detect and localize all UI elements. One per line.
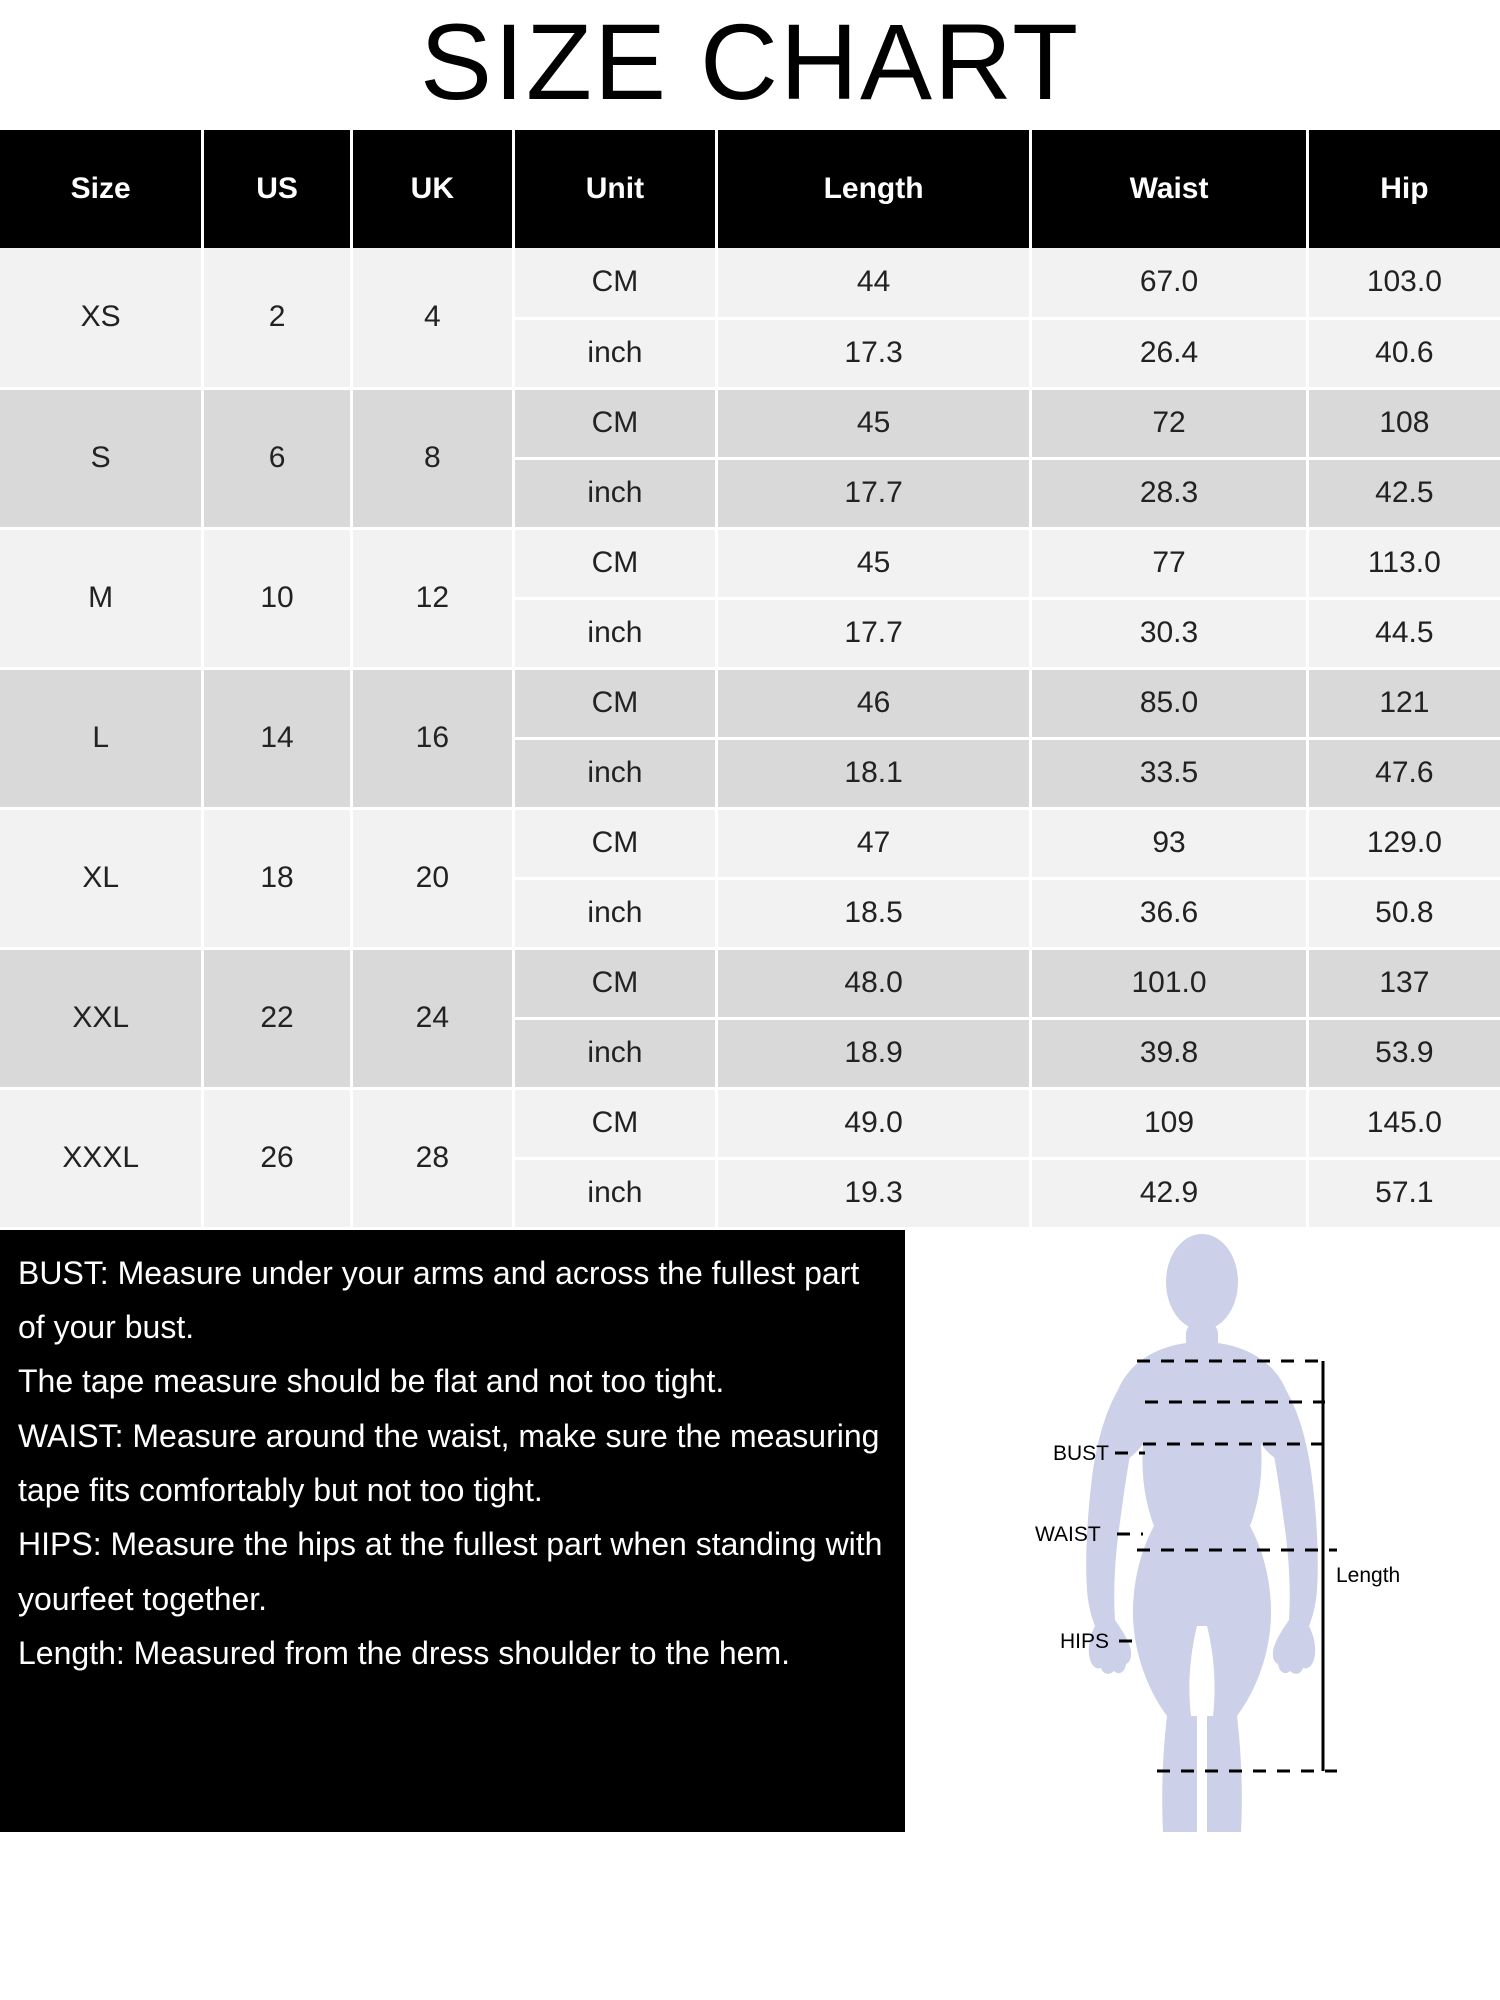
- cell-hip: 53.9: [1307, 1018, 1500, 1088]
- cell-waist: 85.0: [1031, 668, 1307, 738]
- table-header-row: [0, 130, 1500, 248]
- cell-length: 17.7: [716, 458, 1030, 528]
- cell-waist: 30.3: [1031, 598, 1307, 668]
- cell-hip: 145.0: [1307, 1088, 1500, 1158]
- cell-hip: 47.6: [1307, 738, 1500, 808]
- cell-unit: CM: [514, 388, 717, 458]
- cell-size: XL: [0, 808, 203, 948]
- cell-hip: 121: [1307, 668, 1500, 738]
- cell-waist: 26.4: [1031, 318, 1307, 388]
- cell-length: 18.1: [716, 738, 1030, 808]
- note-tape: The tape measure should be flat and not too tight.: [18, 1363, 725, 1400]
- cell-us: 2: [203, 248, 351, 388]
- header-uk: UK: [351, 130, 513, 248]
- page-title: SIZE CHART: [419, 1, 1081, 122]
- table-row: [0, 528, 1500, 598]
- label-length: Length: [1336, 1563, 1401, 1587]
- cell-hip: 42.5: [1307, 458, 1500, 528]
- cell-length: 45: [716, 388, 1030, 458]
- cell-unit: CM: [514, 248, 717, 318]
- table-row: [0, 948, 1500, 1018]
- cell-size: XS: [0, 248, 203, 388]
- cell-length: 46: [716, 668, 1030, 738]
- cell-waist: 67.0: [1031, 248, 1307, 318]
- cell-length: 18.5: [716, 878, 1030, 948]
- cell-us: 14: [203, 668, 351, 808]
- measurement-diagram: [905, 1230, 1500, 1832]
- cell-waist: 72: [1031, 388, 1307, 458]
- cell-length: 17.7: [716, 598, 1030, 668]
- cell-waist: 33.5: [1031, 738, 1307, 808]
- cell-unit: inch: [514, 738, 717, 808]
- female-body-figure-icon: [905, 1230, 1500, 1832]
- cell-waist: 42.9: [1031, 1158, 1307, 1228]
- table-row: [0, 808, 1500, 878]
- measurement-instructions: [0, 1230, 905, 1832]
- cell-unit: inch: [514, 1158, 717, 1228]
- cell-length: 18.9: [716, 1018, 1030, 1088]
- table-row: [0, 668, 1500, 738]
- cell-unit: inch: [514, 318, 717, 388]
- header-hip: Hip: [1307, 130, 1500, 248]
- cell-length: 48.0: [716, 948, 1030, 1018]
- cell-unit: CM: [514, 948, 717, 1018]
- cell-waist: 93: [1031, 808, 1307, 878]
- cell-waist: 101.0: [1031, 948, 1307, 1018]
- cell-hip: 103.0: [1307, 248, 1500, 318]
- cell-unit: CM: [514, 528, 717, 598]
- cell-waist: 77: [1031, 528, 1307, 598]
- size-chart-table: [0, 130, 1500, 1230]
- cell-length: 17.3: [716, 318, 1030, 388]
- cell-us: 18: [203, 808, 351, 948]
- cell-unit: inch: [514, 598, 717, 668]
- cell-length: 19.3: [716, 1158, 1030, 1228]
- cell-waist: 28.3: [1031, 458, 1307, 528]
- cell-size: M: [0, 528, 203, 668]
- cell-hip: 129.0: [1307, 808, 1500, 878]
- cell-size: XXL: [0, 948, 203, 1088]
- cell-uk: 8: [351, 388, 513, 528]
- header-waist: Waist: [1031, 130, 1307, 248]
- cell-hip: 50.8: [1307, 878, 1500, 948]
- cell-unit: inch: [514, 1018, 717, 1088]
- header-unit: Unit: [514, 130, 717, 248]
- header-size: Size: [0, 130, 203, 248]
- cell-length: 47: [716, 808, 1030, 878]
- cell-uk: 16: [351, 668, 513, 808]
- cell-waist: 36.6: [1031, 878, 1307, 948]
- cell-uk: 24: [351, 948, 513, 1088]
- cell-unit: inch: [514, 878, 717, 948]
- cell-us: 10: [203, 528, 351, 668]
- cell-hip: 108: [1307, 388, 1500, 458]
- cell-waist: 109: [1031, 1088, 1307, 1158]
- label-bust: BUST: [1053, 1441, 1110, 1465]
- note-bust: BUST: Measure under your arms and across the fullest part of your bust.: [18, 1254, 860, 1345]
- cell-us: 22: [203, 948, 351, 1088]
- cell-hip: 44.5: [1307, 598, 1500, 668]
- cell-unit: CM: [514, 1088, 717, 1158]
- note-waist: WAIST: Measure around the waist, make sure the measuring tape fits comfortably but not too tight.: [18, 1417, 880, 1509]
- cell-hip: 57.1: [1307, 1158, 1500, 1228]
- cell-size: L: [0, 668, 203, 808]
- table-row: [0, 248, 1500, 318]
- cell-unit: inch: [514, 458, 717, 528]
- cell-uk: 4: [351, 248, 513, 388]
- cell-hip: 40.6: [1307, 318, 1500, 388]
- cell-length: 45: [716, 528, 1030, 598]
- table-row: [0, 1088, 1500, 1158]
- header-length: Length: [716, 130, 1030, 248]
- cell-uk: 28: [351, 1088, 513, 1228]
- cell-uk: 20: [351, 808, 513, 948]
- cell-us: 6: [203, 388, 351, 528]
- cell-unit: CM: [514, 808, 717, 878]
- cell-waist: 39.8: [1031, 1018, 1307, 1088]
- cell-hip: 113.0: [1307, 528, 1500, 598]
- cell-unit: CM: [514, 668, 717, 738]
- cell-us: 26: [203, 1088, 351, 1228]
- cell-size: XXXL: [0, 1088, 203, 1228]
- cell-uk: 12: [351, 528, 513, 668]
- bottom-section: [0, 1230, 1500, 1832]
- label-waist: WAIST: [1035, 1522, 1101, 1546]
- cell-size: S: [0, 388, 203, 528]
- cell-length: 44: [716, 248, 1030, 318]
- note-hips: HIPS: Measure the hips at the fullest part when standing with yourfeet together.: [18, 1526, 883, 1617]
- cell-length: 49.0: [716, 1088, 1030, 1158]
- label-hips: HIPS: [1060, 1629, 1110, 1653]
- header-us: US: [203, 130, 351, 248]
- cell-hip: 137: [1307, 948, 1500, 1018]
- table-row: [0, 388, 1500, 458]
- note-length: Length: Measured from the dress shoulder to the hem.: [18, 1635, 790, 1672]
